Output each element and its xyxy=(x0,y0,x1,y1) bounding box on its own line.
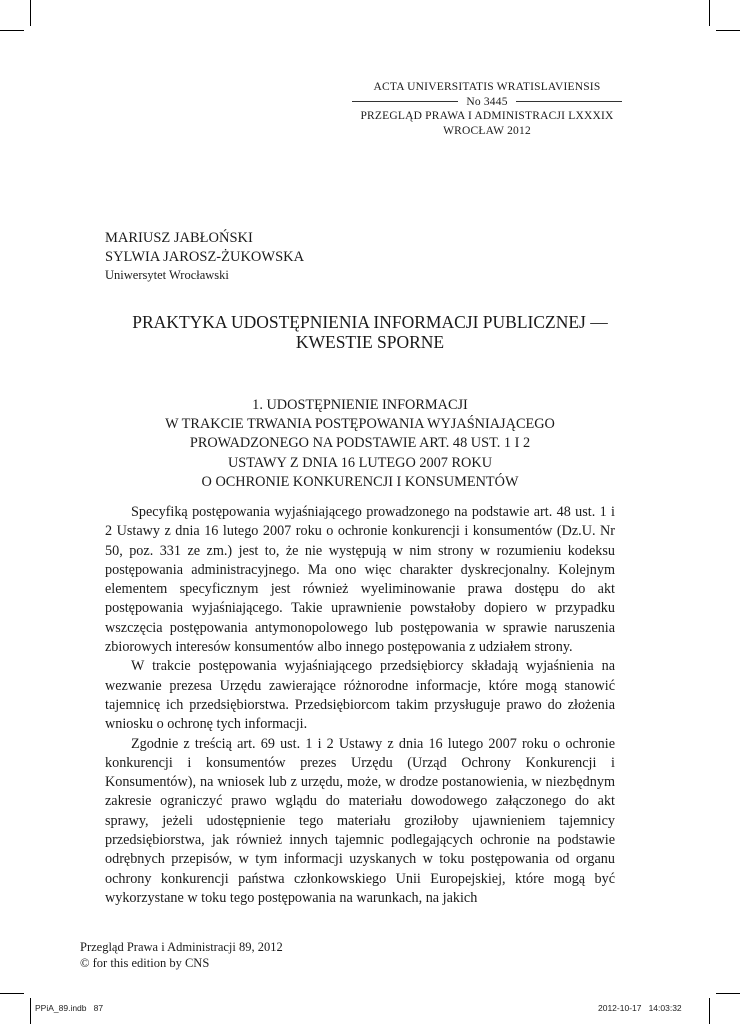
crop-mark-bottom-right-vertical xyxy=(709,998,710,1024)
journal-number: No 3445 xyxy=(466,95,508,108)
journal-header xyxy=(352,80,622,138)
crop-mark-top-left-horizontal xyxy=(0,30,24,31)
footer-citation: Przegląd Prawa i Administracji 89, 2012 xyxy=(80,940,283,954)
paragraph: Specyfiką postępowania wyjaśniającego prowadzonego na podstawie art. 48 ust. 1 i 2 Ustawy z dnia 16 lutego 2007 roku o ochronie konkurencji i konsumentów (Dz.U. Nr 50, poz. 331 ze zm.) jest to, że nie występują w nim strony w rozumieniu kodeksu postępowania administracyjnego. Ma ono więc charakter dyskrecjonalny. Kolejnym elementem specyficznym jest również wyeliminowanie prawa dostępu do akt postępowania wyjaśniającego. Takie uprawnienie powstałoby dopiero w przypadku wszczęcia postępowania antymonopolowego lub postępowania w sprawie naruszenia zbiorowych interesów konsumentów albo innego postępowania z udziałem strony. xyxy=(105,504,615,656)
crop-mark-bottom-left-horizontal xyxy=(0,993,24,994)
section-heading-line: W TRAKCIE TRWANIA POSTĘPOWANIA WYJAŚNIAJĄCEGO xyxy=(165,416,555,433)
crop-mark-top-left-vertical xyxy=(30,0,31,26)
slug-timestamp: 2012-10-17 14:03:32 xyxy=(598,1003,682,1013)
journal-rule-right xyxy=(516,101,622,102)
authors-block xyxy=(105,229,304,284)
author-name: SYLWIA JAROSZ-ŻUKOWSKA xyxy=(105,249,305,265)
journal-series: PRZEGLĄD PRAWA I ADMINISTRACJI LXXXIX xyxy=(360,110,614,122)
author-affiliation: Uniwersytet Wrocławski xyxy=(105,268,229,282)
journal-place-year: WROCŁAW 2012 xyxy=(443,124,531,137)
journal-number-line xyxy=(352,95,622,110)
slug-file: PPiA_89.indb 87 xyxy=(35,1003,104,1013)
footer-copyright: © for this edition by CNS xyxy=(80,956,210,970)
journal-rule-left xyxy=(352,101,458,102)
article-title-line: PRAKTYKA UDOSTĘPNIENIA INFORMACJI PUBLICZNEJ — xyxy=(132,312,608,332)
author-name: MARIUSZ JABŁOŃSKI xyxy=(105,230,253,246)
article-title xyxy=(100,312,640,352)
crop-mark-bottom-left-vertical xyxy=(30,998,31,1024)
section-heading-line: 1. UDOSTĘPNIENIE INFORMACJI xyxy=(252,397,468,413)
crop-mark-top-right-vertical xyxy=(709,0,710,26)
journal-name: ACTA UNIVERSITATIS WRATISLAVIENSIS xyxy=(373,81,601,93)
article-title-line: KWESTIE SPORNE xyxy=(295,332,445,352)
crop-mark-top-right-horizontal xyxy=(716,30,740,31)
section-heading xyxy=(105,396,615,492)
section-heading-line: PROWADZONEGO NA PODSTAWIE ART. 48 UST. 1 I 2 xyxy=(189,435,531,452)
section-heading-line: O OCHRONIE KONKURENCJI I KONSUMENTÓW xyxy=(201,473,519,490)
crop-mark-bottom-right-horizontal xyxy=(716,993,740,994)
page-footer xyxy=(80,939,283,971)
paragraph: W trakcie postępowania wyjaśniającego przedsiębiorcy składają wyjaśnienia na wezwanie prezesa Urzędu zawierające różnorodne informacje, które mogą stanowić tajemnicę ich przedsiębiorstwa. Przedsiębiorcom takim przysługuje prawo do złożenia wniosku o ochronę tych informacji. xyxy=(105,658,615,733)
paragraph: Zgodnie z treścią art. 69 ust. 1 i 2 Ustawy z dnia 16 lutego 2007 roku o ochronie konkurencji i konsumentów prezes Urzędu (Urząd Ochrony Konkurencji i Konsumentów), na wniosek lub z urzędu, może, w drodze postanowienia, w niezbędnym zakresie ograniczyć prawo wglądu do materiału dowodowego załączonego do akt sprawy, jeżeli udostępnienie tego materiału groziłoby ujawnieniem tajemnicy przedsiębiorstwa, jak również innych tajemnic podlegających ochronie na podstawie odrębnych przepisów, w tym informacji uzyskanych w toku postępowania od organu ochrony konkurencji państwa członkowskiego Unii Europejskiej, które mogą być wykorzystane w toku tego postępowania na warunkach, na jakich xyxy=(105,735,615,906)
section-heading-line: USTAWY Z DNIA 16 LUTEGO 2007 ROKU xyxy=(227,454,493,471)
body-text xyxy=(105,503,615,908)
